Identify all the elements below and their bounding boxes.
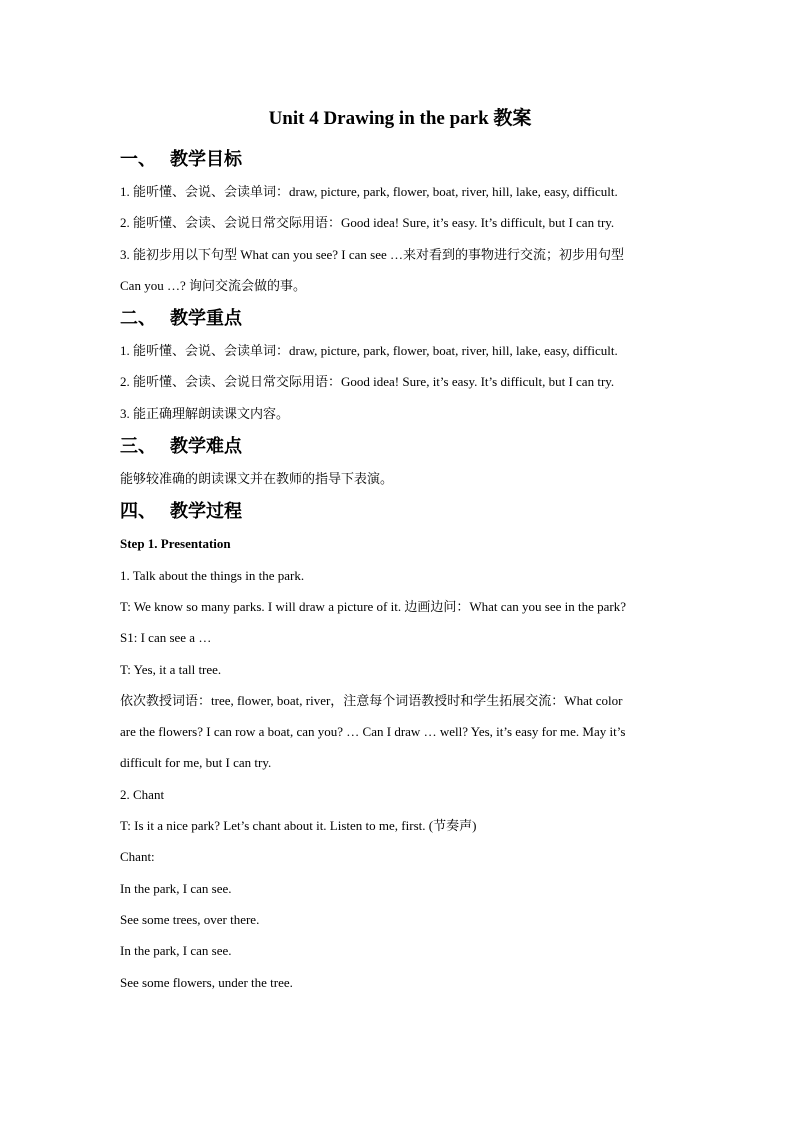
process-line-4: T: Yes, it a tall tree. — [120, 661, 222, 677]
document-body — [120, 104, 680, 998]
process-line-8: 2. Chant — [120, 786, 165, 802]
process-line-12: See some trees, over there. — [120, 911, 260, 927]
process-line-10: Chant: — [120, 849, 155, 865]
objective-line-1: 1. 能听懂、会说、会读单词：draw, picture, park, flower, boat, river, hill, lake, easy, difficult. — [120, 184, 618, 199]
difficulty-line-1: 能够较准确的朗读课文并在教师的指导下表演。 — [120, 471, 394, 487]
section-number: 三、 — [120, 436, 156, 457]
process-line-13: In the park, I can see. — [120, 943, 232, 959]
section-number: 一、 — [120, 149, 156, 169]
process-line-9: T: Is it a nice park? Let’s chant about it. Listen to me, first. (节奏声) — [120, 818, 477, 834]
step-heading: Step 1. Presentation — [120, 536, 231, 552]
process-line-3: S1: I can see a … — [120, 630, 212, 646]
section-title: 教学过程 — [170, 501, 242, 522]
section-title: 教学难点 — [170, 436, 242, 457]
objective-line-4: Can you …? 询问交流会做的事。 — [120, 277, 306, 293]
document-title: Unit 4 Drawing in the park 教案 — [268, 108, 532, 129]
objective-line-2: 2. 能听懂、会读、会说日常交际用语：Good idea! Sure, it’s easy. It’s difficult, but I can try. — [120, 215, 615, 231]
section-heading-objectives — [120, 142, 680, 176]
key-point-line-3: 3. 能正确理解朗读课文内容。 — [120, 405, 290, 421]
process-line-1: 1. Talk about the things in the park. — [120, 567, 305, 583]
section-heading-difficulties — [120, 429, 680, 463]
process-line-5: 依次教授词语：tree, flower, boat, river，注意每个词语教授时和学生拓展交流：What color — [120, 692, 623, 708]
process-line-7: difficult for me, but I can try. — [120, 755, 272, 771]
section-number: 四、 — [120, 501, 156, 522]
process-line-2: T: We know so many parks. I will draw a picture of it. 边画边问：What can you see in the park? — [120, 598, 627, 614]
section-number: 二、 — [120, 308, 156, 329]
process-line-11: In the park, I can see. — [120, 880, 232, 896]
process-line-6: are the flowers? I can row a boat, can you? … Can I draw … well? Yes, it’s easy for me. May it’s — [120, 724, 626, 740]
key-point-line-1: 1. 能听懂、会说、会读单词：draw, picture, park, flower, boat, river, hill, lake, easy, difficult. — [120, 343, 618, 359]
key-point-line-2: 2. 能听懂、会读、会说日常交际用语：Good idea! Sure, it’s easy. It’s difficult, but I can try. — [120, 374, 615, 390]
section-title: 教学重点 — [170, 308, 242, 329]
section-heading-process — [120, 494, 680, 528]
section-title: 教学目标 — [170, 149, 242, 169]
section-heading-key-points — [120, 301, 680, 335]
process-line-14: See some flowers, under the tree. — [120, 974, 293, 990]
objective-line-3: 3. 能初步用以下句型 What can you see? I can see …来对看到的事物进行交流；初步用句型 — [120, 246, 625, 262]
